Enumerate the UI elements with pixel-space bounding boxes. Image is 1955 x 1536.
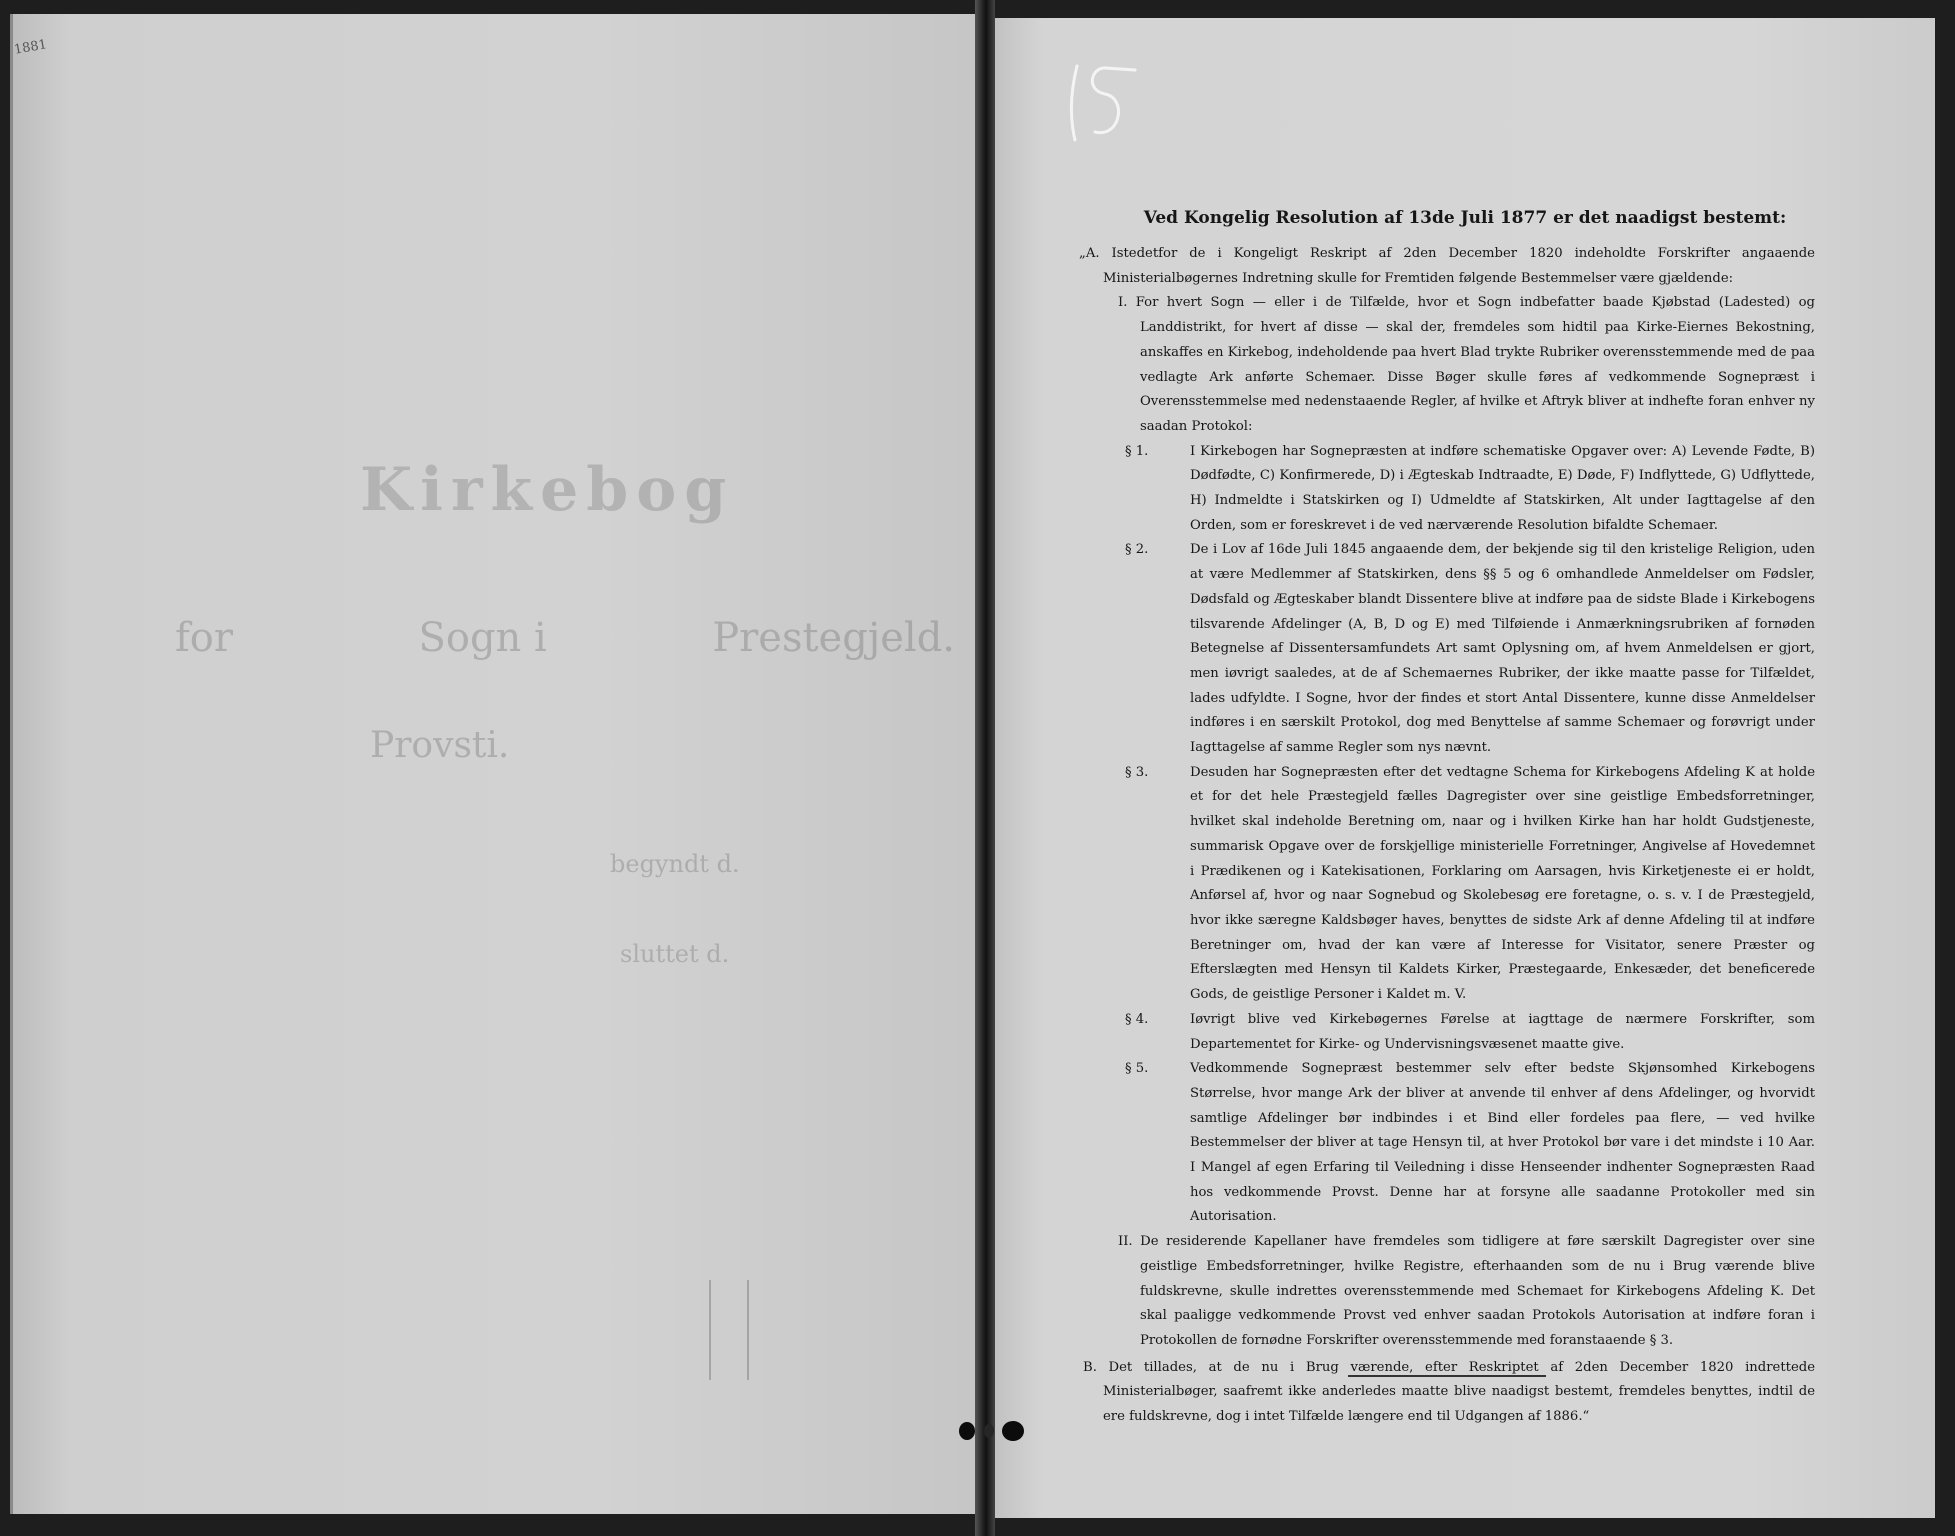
item-ii: II. De residerende Kapellaner have fremdeles som tidligere at føre særskilt Dagregister over sine geistlige Embedsforretninger, hvilke Registre, efterhaanden som de nu i Brug værende blive fuldskrevne, skulle indrettes overensstemmende med Schemaet for Kirkebogens Afdeling K. Det skal paaligge vedkommende Provst ved enhver saadan Protokols Autorisation at indføre foran i Protokollen de fornødne Forskrifter overensstemmende med foranstaaende § 3. — [1118, 1234, 1815, 1348]
paragraph-1 — [1075, 440, 1815, 539]
paragraph-marker: § 1. — [1125, 443, 1149, 459]
faint-line-begyndt: begyndt d. — [610, 850, 740, 878]
faint-line-parish — [175, 615, 955, 661]
faint-word-sogn: Sogn i — [418, 615, 547, 661]
paragraph-marker: § 2. — [1125, 542, 1149, 558]
paragraph-text: Vedkommende Sognepræst bestemmer selv efter bedste Skjønsomhed Kirkebogens Størrelse, hvor mange Ark der bliver at anvende til enhver af dens Afdelinger, og hvorvidt samtlige Afdelinger bør indbindes i et Bind eller fordeles paa flere, — ved hvilke Bestemmelser der bliver at tage Hensyn til, at hver Protokol bør vare i det mindste i 10 Aar. I Mangel af egen Erfaring til Veiledning i disse Henseender indhenter Sognepræsten Raad hos vedkommende Provst. Denne har at forsyne alle saadanne Protokoller med sin Autorisation. — [1190, 1061, 1815, 1225]
document-heading: Ved Kongelig Resolution af 13de Juli 1877 er det naadigst bestemt: — [1143, 208, 1787, 228]
resolution-text — [1075, 208, 1815, 1430]
paragraph-text: De i Lov af 16de Juli 1845 angaaende dem, der bekjende sig til den kristelige Religion, uden at være Medlemmer af Statskirken, dens §§ 5 og 6 omhandlede Anmeldelser om Fødsler, Dødsfald og Ægteskaber blandt Dissentere blive at indføre paa de sidste Blade i Kirkebogens tilsvarende Afdelinger (A, B, D og E) med Tilføiende i Anmærkningsrubriken af fornøden Betegnelse af Dissentersamfundets Art samt Oplysning om, af hvem Anmeldelsen er gjort, men iøvrigt saaledes, at de af Schemaernes Rubriker, der ikke maatte passe for Tilfældet, lades udfyldte. I Sogne, hvor der findes et stort Antal Dissentere, kunne disse Anmeldelser indføres i en særskilt Protokol, dog med Benyttelse af samme Schemaer og forøvrigt under Iagttagelse af samme Regler som nys nævnt. — [1190, 542, 1815, 756]
faint-word-for: for — [175, 615, 234, 661]
paragraph-3 — [1075, 761, 1815, 1008]
section-b: B. Det tillades, at de nu i Brug værende, efter Reskriptet af 2den December 1820 indrettede Ministerialbøger, saafremt ikke anderledes maatte blive naadigst bestemt, fremdeles benyttes, indtil de ere fuldskrevne, dog i intet Tilfælde længere end til Udgangen af 1886.“ — [1083, 1359, 1815, 1425]
closing-rule — [1348, 1375, 1546, 1377]
faint-line-provsti: Provsti. — [370, 725, 510, 766]
paragraph-marker: § 3. — [1125, 764, 1149, 780]
paragraph-2 — [1075, 538, 1815, 760]
book-gutter — [975, 0, 995, 1536]
faint-word-prestegjeld: Prestegjeld. — [712, 615, 956, 661]
paragraph-text: I Kirkebogen har Sognepræsten at indføre schematiske Opgaver over: A) Levende Fødte, B) Dødfødte, C) Konfirmerede, D) i Ægteskab Indtraadte, E) Døde, F) Indflyttede, G) Udflyttede, H) Indmeldte i Statskirken og I) Udmeldte af Statskirken, Alt under Iagttagelse af den Orden, som er foreskrevet i de ved nærværende Resolution bifaldte Schemaer. — [1190, 443, 1815, 533]
faint-line-sluttet: sluttet d. — [620, 940, 730, 968]
faint-bleed-marks — [700, 1280, 760, 1400]
edge-mark: 1881 — [12, 37, 49, 58]
paragraph-marker: § 5. — [1125, 1061, 1149, 1077]
paragraph-marker: § 4. — [1125, 1011, 1149, 1027]
paragraph-4 — [1075, 1008, 1815, 1057]
paragraph-text: Iøvrigt blive ved Kirkebøgernes Førelse at iagttage de nærmere Forskrifter, som Departementet for Kirke- og Undervisningsvæsenet maatte give. — [1190, 1011, 1815, 1052]
item-i: I. For hvert Sogn — eller i de Tilfælde, hvor et Sogn indbefatter baade Kjøbstad (Ladested) og Landdistrikt, for hvert af disse — skal der, fremdeles som hidtil paa Kirke-Eiernes Bekostning, anskaffes en Kirkebog, indeholdende paa hvert Blad trykte Rubriker overensstemmende med de paa vedlagte Ark anførte Schemaer. Disse Bøger skulle føres af vedkommende Sognepræst i Overensstemmelse med nedenstaaende Regler, af hvilke et Aftryk bliver at indhefte foran enhver ny saadan Protokol: — [1118, 295, 1815, 434]
section-a: „A. Istedetfor de i Kongeligt Reskript af 2den December 1820 indeholdte Forskrifter angaaende Ministerialbøgernes Indretning skulle for Fremtiden følgende Bestemmelser være gjældende: — [1079, 246, 1815, 286]
binding-holes — [955, 1418, 1030, 1444]
paragraph-5 — [1075, 1057, 1815, 1230]
faint-title: Kirkebog — [360, 455, 735, 525]
pencil-page-number — [1065, 60, 1145, 145]
paragraph-text: Desuden har Sognepræsten efter det vedtagne Schema for Kirkebogens Afdeling K at holde et for det hele Præstegjeld fælles Dagregister over sine geistlige Embedsforretninger, hvilket skal indeholde Beretning om, naar og i hvilken Kirke han har holdt Gudstjeneste, summarisk Opgave over de forskjellige ministerielle Forretninger, Angivelse af Hovedemnet i Prædikenen og i Katekisationen, Forklaring om Aarsagen, hvis Kirketjeneste ei er holdt, Anførsel af, hvor og naar Sognebud og Skolebesøg ere foretagne, o. s. v. I de Præstegjeld, hvor ikke særegne Kaldsbøger haves, benyttes de sidste Ark af denne Afdeling til at indføre Beretninger om, hvad der kan være af Interesse for Visitator, senere Præster og Efterslægten med Hensyn til Kaldets Kirker, Præstegaarde, Enkesæder, det beneficerede Gods, de geistlige Personer i Kaldet m. V. — [1190, 764, 1815, 1003]
